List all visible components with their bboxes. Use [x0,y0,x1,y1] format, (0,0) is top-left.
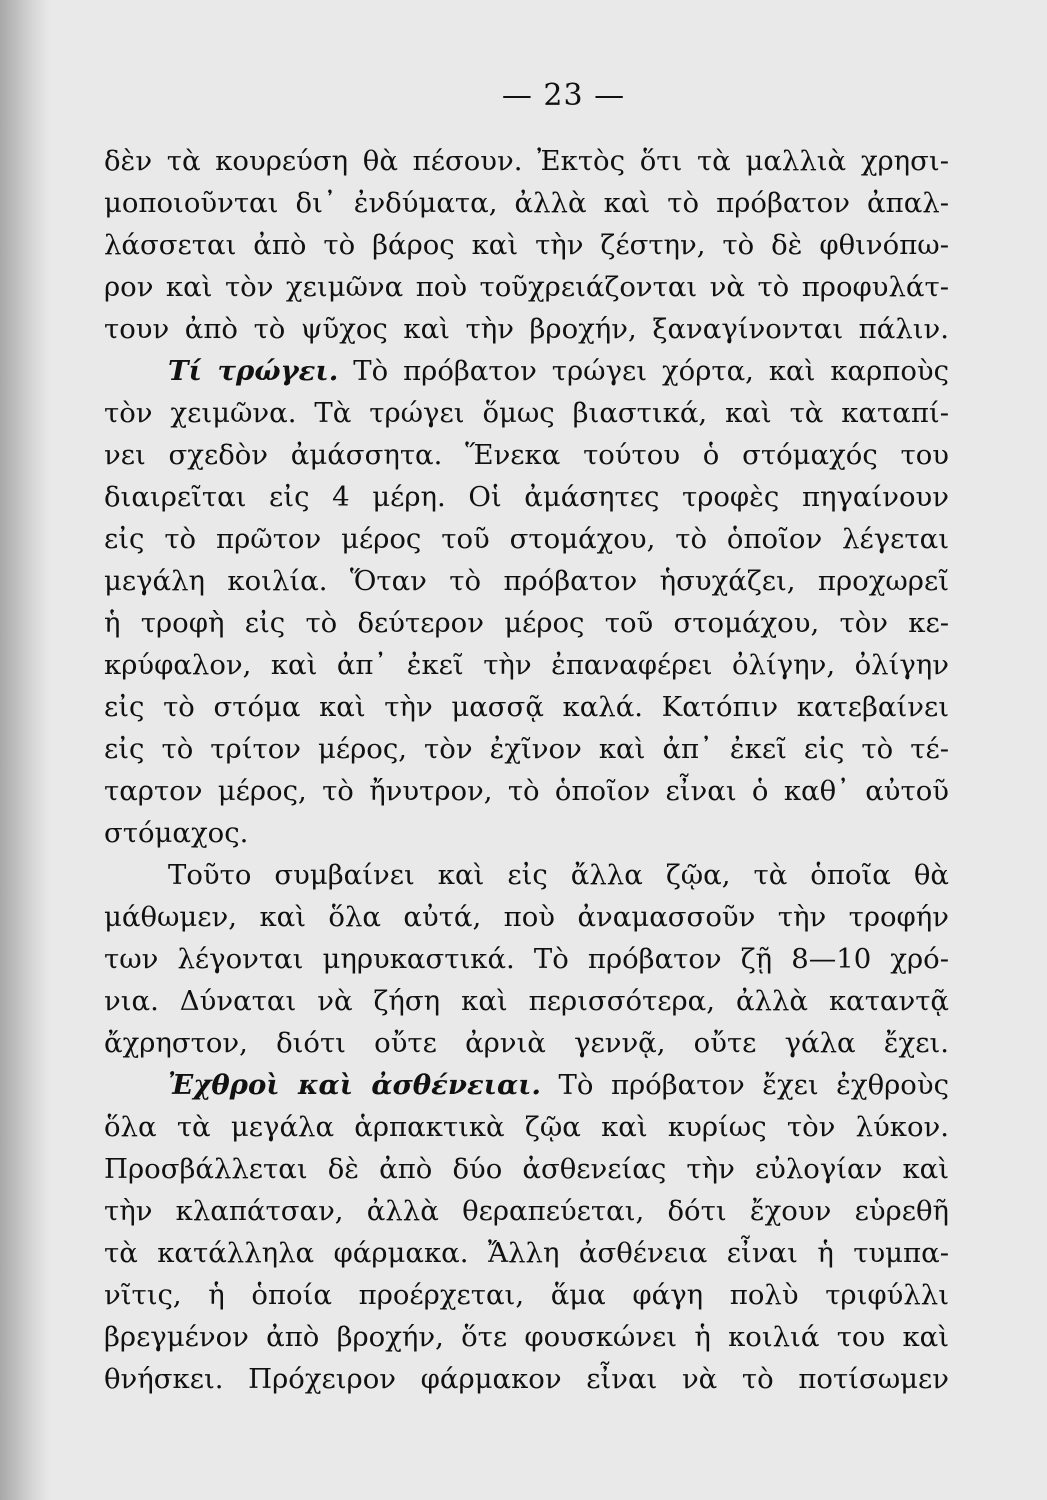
text-run: Τὸ πρόβατον τρώγει χόρτα, καὶ καρποὺς [353,355,949,387]
paragraph-feeding [104,350,949,854]
text-line: μάθωμεν, καὶ ὅλα αὐτά, ποὺ ἀναμασσοῦν τὴν τροφήν [104,901,949,933]
text-line: νῖτις, ἡ ὁποία προέρχεται, ἅμα φάγη πολὺ τριφύλλι [104,1279,949,1311]
text-line: ρον καὶ τὸν χειμῶνα ποὺ τοῦχρειάζονται νὰ τὸ προφυλάτ- [104,271,949,303]
text-line: εἰς τὸ τρίτον μέρος, τὸν ἐχῖνον καὶ ἀπ᾿ ἐκεῖ εἰς τὸ τέ- [104,733,949,765]
paragraph-wool [104,140,949,350]
text-line: Τοῦτο συμβαίνει καὶ εἰς ἄλλα ζῷα, τὰ ὁποῖα θὰ [168,859,949,891]
text-line: λάσσεται ἀπὸ τὸ βάρος καὶ τὴν ζέστην, τὸ δὲ φθινόπω- [104,229,949,261]
text-line: δὲν τὰ κουρεύση θὰ πέσουν. Ἐκτὸς ὅτι τὰ μαλλιὰ χρησι- [104,145,949,177]
text-line: θνήσκει. Πρόχειρον φάρμακον εἶναι νὰ τὸ ποτίσωμεν [104,1363,949,1395]
text-run: Τὸ πρόβατον ἔχει ἐχθροὺς [558,1069,949,1101]
text-line [104,1064,949,1106]
text-line: ὅλα τὰ μεγάλα ἁρπακτικὰ ζῷα καὶ κυρίως τὸν λύκον. [104,1111,949,1143]
text-line: κρύφαλον, καὶ ἀπ᾿ ἐκεῖ τὴν ἐπαναφέρει ὀλίγην, ὀλίγην [104,649,949,681]
text-line: των λέγονται μηρυκαστικά. Τὸ πρόβατον ζῇ 8—10 χρό- [104,943,949,975]
body-text [104,140,949,1400]
text-line: ἡ τροφὴ εἰς τὸ δεύτερον μέρος τοῦ στομάχου, τὸν κε- [104,607,949,639]
text-line: μοποιοῦνται δι᾿ ἐνδύματα, ἀλλὰ καὶ τὸ πρόβατον ἀπαλ- [104,187,949,219]
section-heading-feeding: Τί τρώγει. [168,355,339,387]
text-line: ταρτον μέρος, τὸ ἤνυτρον, τὸ ὁποῖον εἶναι ὁ καθ᾿ αὐτοῦ [104,775,949,807]
text-line: εἰς τὸ στόμα καὶ τὴν μασσᾷ καλά. Κατόπιν κατεβαίνει [104,691,949,723]
paragraph-ruminants [104,854,949,1064]
text-line: βρεγμένον ἀπὸ βροχήν, ὅτε φουσκώνει ἡ κοιλιά του καὶ [104,1321,949,1353]
text-line: στόμαχος. [104,817,249,849]
text-line: ἄχρηστον, διότι οὔτε ἀρνιὰ γεννᾷ, οὔτε γάλα ἔχει. [104,1027,949,1059]
text-line: μεγάλη κοιλία. Ὅταν τὸ πρόβατον ἡσυχάζει, προχωρεῖ [104,565,949,597]
paragraph-enemies-diseases [104,1064,949,1400]
page-number: — 23 — [501,78,626,113]
section-heading-enemies: Ἐχθροὶ καὶ ἀσθένειαι. [168,1069,542,1101]
text-line: νει σχεδὸν ἀμάσσητα. Ἕνεκα τούτου ὁ στόμαχός του [104,439,949,471]
text-line: νια. Δύναται νὰ ζήση καὶ περισσότερα, ἀλλὰ καταντᾷ [104,985,949,1017]
text-line: τὸν χειμῶνα. Τὰ τρώγει ὅμως βιαστικά, καὶ τὰ καταπί- [104,397,949,429]
text-line: τὰ κατάλληλα φάρμακα. Ἄλλη ἀσθένεια εἶναι ἡ τυμπα- [104,1237,949,1269]
text-line: εἰς τὸ πρῶτον μέρος τοῦ στομάχου, τὸ ὁποῖον λέγεται [104,523,949,555]
text-line: τουν ἀπὸ τὸ ψῦχος καὶ τὴν βροχήν, ξαναγίνονται πάλιν. [104,313,949,345]
text-line: τὴν κλαπάτσαν, ἀλλὰ θεραπεύεται, δότι ἔχουν εὑρεθῆ [104,1195,949,1227]
text-line: διαιρεῖται εἰς 4 μέρη. Οἱ ἀμάσητες τροφὲς πηγαίνουν [104,481,949,513]
text-line [104,350,949,392]
text-line: Προσβάλλεται δὲ ἀπὸ δύο ἀσθενείας τὴν εὐλογίαν καὶ [104,1153,949,1185]
